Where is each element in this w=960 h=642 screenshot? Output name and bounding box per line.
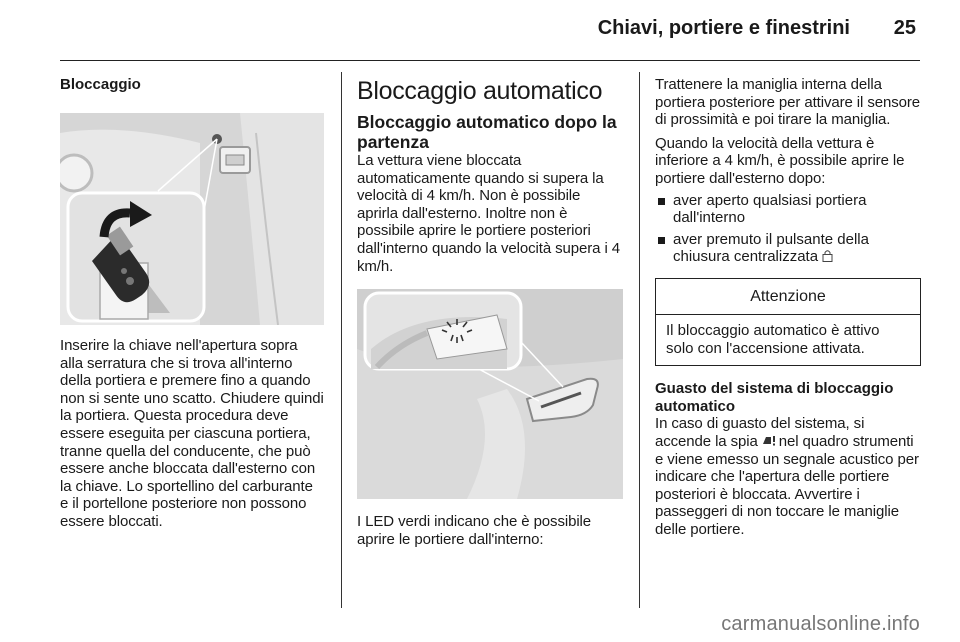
column-middle: [357, 72, 623, 548]
chapter-title: Chiavi, portiere e finestrini: [597, 17, 850, 39]
locking-instructions: Inserire la chiave nell'apertura sopra alla serratura che si trova all'interno della portiera e premere fino a quando non si sente uno scatto. Chiudere quindi la portiera. Questa procedura deve essere eseguita per ciascuna portiera, tranne quella del conducente, che può essere anche bloccata dall'esterno con la chiave. Lo sportellino del carburante e il portellone posteriore non possono essere bloccati.: [60, 337, 324, 530]
section-label: Bloccaggio: [60, 76, 141, 93]
page-number: 25: [893, 17, 916, 39]
door-warning-icon: [762, 434, 776, 447]
auto-lock-description: La vettura viene bloccata automaticamente quando si supera la velocità di 4 km/h. Non è possibile aprirla dall'esterno. Inoltre non è possibile aprire le portiere posteriori dall'interno quando la velocità supera i 4 km/h.: [357, 152, 621, 275]
door-handle-led-illustration: [357, 289, 623, 499]
proximity-sensor-text: Trattenere la maniglia interna della portiera posteriore per attivare il sensore di prossimità e poi tirare la maniglia.: [655, 76, 920, 129]
list-item: aver aperto qualsiasi portiera dall'interno: [655, 192, 923, 227]
fault-description: In caso di guasto del sistema, si accende la spia nel quadro strumenti e viene emesso un segnale acustico per indicare che l'apertura delle portiere posteriori è bloccata. Avvertire i passeggeri di non toccare le maniglie delle portiere.: [655, 415, 919, 538]
note-body: Il bloccaggio automatico è attivo solo con l'accensione attivata.: [666, 321, 880, 357]
note-title: Attenzione: [656, 279, 920, 315]
lock-icon: [822, 249, 833, 262]
figure-caption: I LED verdi indicano che è possibile aprire le portiere dall'interno:: [357, 513, 592, 548]
warning-note: [655, 278, 921, 366]
conditions-list: [655, 192, 923, 266]
page-header: [60, 0, 920, 61]
column-divider: [639, 72, 640, 608]
column-divider: [341, 72, 342, 608]
watermark: carmanualsonline.info: [721, 613, 920, 635]
low-speed-text: Quando la velocità della vettura è inferiore a 4 km/h, è possibile aprire le portiere dall'esterno dopo:: [655, 134, 905, 187]
subsection-heading: Bloccaggio automatico dopo la partenza: [357, 112, 617, 152]
door-lock-key-illustration: [60, 113, 324, 325]
section-heading: Bloccaggio automatico: [357, 77, 603, 105]
fault-heading: Guasto del sistema di bloccaggio automatico: [655, 380, 894, 415]
column-left: [60, 72, 324, 531]
column-right: [655, 72, 923, 538]
list-item: aver premuto il pulsante della chiusura centralizzata: [655, 231, 923, 266]
